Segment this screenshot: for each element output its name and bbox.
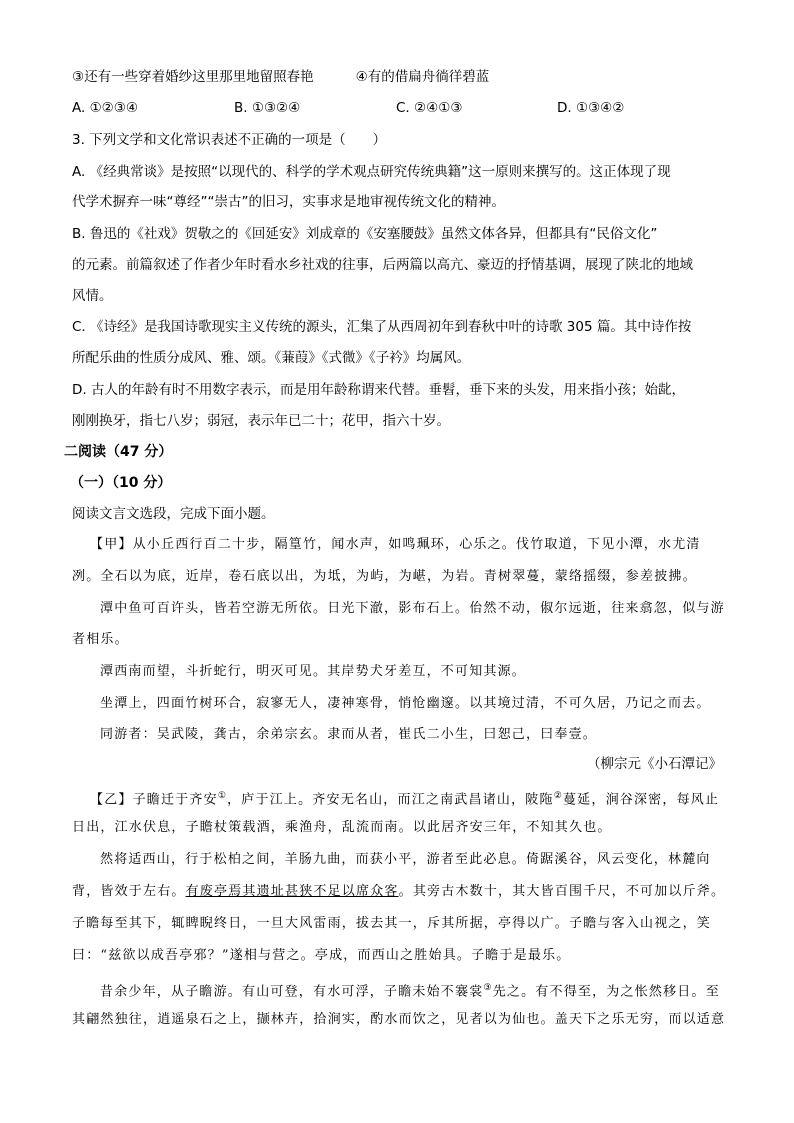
q3-option-b-line-1: B. 鲁迅的《社戏》贺敬之的《回延安》刘成章的《安塞腰鼓》虽然文体各异，但都具有“民俗文化”	[72, 226, 658, 242]
q3-option-c-line-1: C. 《诗经》是我国诗歌现实主义传统的源头，汇集了从西周初年到春秋中叶的诗歌 305 篇。其中诗作按	[72, 319, 692, 335]
reading-instruction: 阅读文言文选段，完成下面小题。	[72, 506, 275, 522]
q3-option-a-line-1: A. 《经典常谈》是按照“以现代的、科学的学术观点研究传统典籍”这一原则来撰写的。这正体现了现	[72, 164, 671, 180]
yi-p3-line-2: 其翩然独往，逍遥泉石之上，撷林卉，拾涧实，酌水而饮之，见者以为仙也。盖天下之乐无穷，而以适意	[72, 1012, 726, 1027]
footnote-2-marker: ②	[553, 791, 563, 801]
jia-p4: 坐潭上，四面竹树环合，寂寥无人，凄神寒骨，悄怆幽邃。以其境过清，不可久居，乃记之而去。	[100, 696, 711, 711]
q3-option-d-line-2: 刚刚换牙，指七八岁；弱冠，表示年已二十；花甲，指六十岁。	[72, 413, 450, 429]
yi-p3-line-1	[100, 978, 720, 1002]
jia-p1-line-1: 【甲】从小丘西行百二十步，隔篁竹，闻水声，如鸣珮环，心乐之。伐竹取道，下见小潭，水尤清	[90, 537, 701, 552]
jia-p1-line-2: 冽。全石以为底，近岸，卷石底以出，为坻，为屿，为嵁，为岩。青树翠蔓，蒙络摇缀，参差披拂。	[72, 569, 697, 584]
q2-option-a: A. ①②③④	[72, 100, 138, 116]
section-title: 二阅读（47 分）	[64, 444, 173, 460]
jia-p2-line-1: 潭中鱼可百许头，皆若空游无所依。日光下澈，影布石上。佁然不动，俶尔远逝，往来翕忽，似与游	[100, 601, 725, 616]
footnote-3-marker: ③	[483, 983, 493, 993]
q3-option-c-line-2: 所配乐曲的性质分成风、雅、颂。《蒹葭》《式微》《子衿》均属风。	[72, 350, 471, 366]
yi-p2-line-2	[72, 882, 725, 902]
q2-items-row	[72, 67, 489, 87]
q3-option-b-line-3: 风情。	[72, 288, 113, 304]
yi-p2-line-3: 子瞻每至其下，辄睥睨终日，一旦大风雷雨，拔去其一，斥其所据，亭得以广。子瞻与客入山视之，笑	[72, 916, 712, 931]
yi-p3-seg-a: 昔余少年，从子瞻游。有山可登，有水可浮，子瞻未始不褰裳	[100, 984, 484, 1000]
subsection-title: （一）（10 分）	[70, 475, 172, 491]
underlined-sentence: 有废亭焉其遗址甚狭不足以席众客	[185, 884, 399, 899]
q3-option-b-line-2: 的元素。前篇叙述了作者少年时看水乡社戏的往事，后两篇以高亢、豪迈的抒情基调，展现了陕北的地域	[72, 257, 693, 273]
jia-p3: 潭西南而望，斗折蛇行，明灭可见。其岸势犬牙差互，不可知其源。	[100, 664, 527, 679]
yi-p1-line-2: 日出，江水伏息，子瞻杖策载酒，乘渔舟，乱流而南。以此居齐安三年，不知其久也。	[72, 820, 612, 835]
yi-p2-line-4: 曰：“兹欲以成吾亭邪？”遂相与营之。亭成，而西山之胜始具。子瞻于是最乐。	[72, 948, 571, 963]
yi-p1-seg-c: 蔓延，涧谷深密，每风止	[562, 792, 720, 808]
jia-source: （柳宗元《小石潭记》	[587, 756, 722, 772]
q2-option-d: D. ①③④②	[557, 100, 625, 116]
q2-option-b: B. ①③②④	[234, 100, 301, 116]
yi-p2-seg-c: 。其旁古木数十，其大皆百围千尺，不可加以斤斧。	[398, 884, 726, 899]
q3-option-d-line-1: D. 古人的年龄有时不用数字表示，而是用年龄称谓来代替。垂髫，垂下来的头发，用来指小孩；始龀，	[72, 382, 685, 398]
yi-p1-seg-a: 【乙】子瞻迁于齐安	[90, 792, 218, 808]
jia-p5: 同游者：吴武陵，龚古，余弟宗玄。隶而从者，崔氏二小生，曰恕己，曰奉壹。	[100, 727, 598, 742]
q3-option-a-line-2: 代学术摒弃一味“尊经”“崇古”的旧习，实事求是地审视传统文化的精神。	[72, 194, 505, 210]
yi-p2-seg-b: 背，皆效于左右。	[72, 884, 186, 899]
jia-p2-line-2: 者相乐。	[72, 632, 129, 647]
yi-p1-line-1	[90, 786, 719, 810]
q2-item-3: ③还有一些穿着婚纱这里那里地留照春艳	[72, 69, 314, 85]
q2-option-c: C. ②④①③	[396, 100, 463, 116]
footnote-1-marker: ①	[217, 791, 228, 801]
yi-p2-line-1: 然将适西山，行于松柏之间，羊肠九曲，而获小平，游者至此必息。倚踞溪谷，风云变化，林麓向	[100, 852, 711, 867]
yi-p1-seg-b: ，庐于江上。齐安无名山，而江之南武昌诸山，陂陁	[227, 792, 554, 808]
yi-p3-seg-b: 先之。有不得至，为之怅然移日。至	[492, 984, 720, 1000]
q3-stem: 3. 下列文学和文化常识表述不正确的一项是（ ）	[72, 132, 387, 148]
q2-item-4: ④有的借扁舟徜徉碧蓝	[355, 69, 490, 85]
